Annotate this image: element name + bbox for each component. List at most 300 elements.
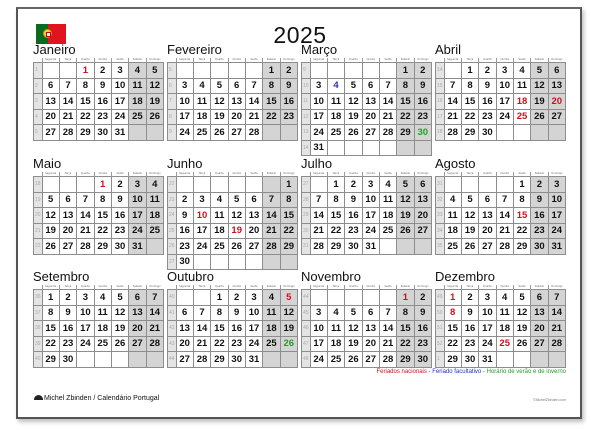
day-cell-national-holiday: 1 [397,290,414,306]
day-cell: 20 [362,109,379,125]
weekday-header: Terça [327,58,344,63]
week-number: 3 [34,94,43,110]
week-row [302,223,432,239]
day-cell: 20 [59,223,76,239]
month-title: Novembro [301,269,361,284]
weekday-header: Domingo [548,58,565,63]
week-row [34,336,164,352]
empty-cell [362,290,379,306]
week-row [436,223,566,239]
empty-cell [42,177,59,193]
day-cell: 10 [129,192,146,208]
day-cell: 30 [479,125,496,141]
week-row [302,125,432,141]
day-cell: 9 [280,78,297,94]
empty-cell [59,177,76,193]
week-number: 52 [436,336,445,352]
month-janeiro [33,43,164,141]
weekday-header: Sábado [263,58,280,63]
day-cell: 20 [362,336,379,352]
month-title: Fevereiro [167,42,222,57]
week-number: 26 [168,239,177,255]
weekday-header: Segunda [42,58,59,63]
day-cell: 28 [245,125,262,141]
weekday-header: Quinta [94,285,111,290]
month-table [167,285,298,368]
weekday-header: Quarta [77,172,94,177]
day-cell: 8 [211,305,228,321]
day-cell: 19 [531,94,548,110]
day-cell: 26 [211,125,228,141]
day-cell: 29 [42,352,59,368]
day-cell: 14 [379,321,396,337]
day-cell: 22 [94,223,111,239]
day-cell: 3 [496,63,513,79]
empty-cell [379,140,396,156]
empty-cell [513,352,530,368]
day-cell: 16 [531,208,548,224]
day-cell: 19 [280,321,297,337]
day-cell: 2 [345,177,362,193]
weekday-header: Terça [59,285,76,290]
empty-cell [193,63,210,79]
day-cell: 15 [94,208,111,224]
day-cell: 17 [362,208,379,224]
weekday-header: Segunda [42,172,59,177]
weekday-header: Quarta [479,285,496,290]
weekday-header: Quinta [94,172,111,177]
day-cell: 27 [414,223,431,239]
day-cell: 13 [59,208,76,224]
day-cell: 15 [444,321,461,337]
day-cell: 8 [280,192,297,208]
month-table [435,58,566,141]
week-number: 20 [34,208,43,224]
day-cell: 19 [146,94,163,110]
day-cell: 17 [111,94,128,110]
week-row [302,321,432,337]
day-cell: 4 [379,177,396,193]
day-cell: 1 [280,177,297,193]
week-number: 43 [168,336,177,352]
week-number: 28 [302,192,311,208]
day-cell: 29 [327,239,344,255]
empty-cell [146,352,163,368]
day-cell: 7 [379,78,396,94]
week-number: 24 [168,208,177,224]
week-number: 40 [168,290,177,306]
footer-credit [34,395,159,402]
weekday-header: Segunda [310,285,327,290]
day-cell: 6 [59,192,76,208]
weekday-header: Terça [59,172,76,177]
day-cell: 9 [531,192,548,208]
day-cell: 4 [263,290,280,306]
empty-cell [176,63,193,79]
week-number: 9 [168,125,177,141]
day-cell: 13 [548,78,565,94]
weekday-header: Sexta [111,172,128,177]
day-cell: 28 [310,239,327,255]
week-number: 39 [34,336,43,352]
week-row [302,109,432,125]
weekday-header: Domingo [548,172,565,177]
month-setembro [33,270,164,368]
weekday-header: Sexta [379,285,396,290]
week-number: 42 [168,321,177,337]
day-cell: 26 [345,352,362,368]
empty-cell [310,177,327,193]
day-cell: 16 [280,94,297,110]
week-number: 27 [168,254,177,270]
day-cell: 3 [193,192,210,208]
day-cell: 8 [263,78,280,94]
week-number: 47 [302,336,311,352]
day-cell: 31 [245,352,262,368]
day-cell: 3 [548,177,565,193]
month-maio [33,157,164,255]
day-cell: 29 [461,125,478,141]
week-number: 16 [436,94,445,110]
day-cell: 26 [345,125,362,141]
day-cell-national-holiday: 25 [496,336,513,352]
week-number: 44 [302,290,311,306]
week-number: 32 [436,192,445,208]
day-cell-national-holiday: 10 [193,208,210,224]
day-cell: 6 [362,305,379,321]
day-cell: 8 [42,305,59,321]
day-cell: 8 [397,305,414,321]
weekday-header: Segunda [176,172,193,177]
day-cell: 21 [263,223,280,239]
legend-optional-holiday: Feriado facultativo [432,369,482,375]
day-cell: 15 [77,94,94,110]
day-cell: 31 [129,239,146,255]
week-row [436,336,566,352]
day-cell: 27 [228,125,245,141]
day-cell: 1 [461,63,478,79]
day-cell: 4 [444,192,461,208]
weekday-header: Sexta [513,58,530,63]
day-cell: 9 [111,192,128,208]
day-cell: 30 [345,239,362,255]
week-number: 22 [168,177,177,193]
week-number: 31 [436,177,445,193]
week-row [34,239,164,255]
empty-cell [280,254,297,270]
day-cell: 30 [228,352,245,368]
day-cell: 12 [461,208,478,224]
day-cell: 14 [496,208,513,224]
week-number: 13 [302,125,311,141]
week-number: 23 [168,192,177,208]
day-cell: 12 [513,305,530,321]
day-cell: 27 [479,239,496,255]
month-agosto [435,157,566,255]
day-cell: 3 [176,78,193,94]
weekday-header: Sexta [111,285,128,290]
day-cell: 1 [513,177,530,193]
week-row [436,63,566,79]
week-number: 12 [302,109,311,125]
day-cell: 13 [245,208,262,224]
empty-cell [245,254,262,270]
empty-cell [42,63,59,79]
day-cell: 25 [327,125,344,141]
week-number: 22 [34,239,43,255]
day-cell: 5 [146,63,163,79]
day-cell: 17 [193,223,210,239]
day-cell: 5 [111,290,128,306]
day-cell: 17 [496,94,513,110]
week-number: 45 [302,305,311,321]
day-cell: 14 [548,305,565,321]
week-row [302,177,432,193]
weekday-header: Quinta [362,172,379,177]
empty-cell [129,125,146,141]
day-cell-national-holiday: 1 [94,177,111,193]
week-row [302,63,432,79]
day-cell: 2 [111,177,128,193]
week-row [302,208,432,224]
day-cell: 22 [280,223,297,239]
day-cell: 11 [263,305,280,321]
week-number: 14 [436,63,445,79]
day-cell: 27 [362,125,379,141]
month-novembro [301,270,432,368]
weekday-header: Terça [193,285,210,290]
week-row [34,352,164,368]
empty-cell [444,177,461,193]
day-cell: 24 [479,336,496,352]
day-cell: 8 [94,192,111,208]
day-cell: 28 [379,125,396,141]
day-cell: 4 [513,63,530,79]
weekday-header: Sexta [245,285,262,290]
day-cell: 21 [245,109,262,125]
day-cell: 24 [77,336,94,352]
day-cell: 14 [146,305,163,321]
legend: Feriados nacionais - Feriado facultativo - Horário de verão e de inverno [376,369,566,375]
day-cell: 3 [362,177,379,193]
day-cell: 6 [548,63,565,79]
day-cell: 22 [513,223,530,239]
empty-cell [414,239,431,255]
month-março [301,43,432,156]
weekday-header: Sábado [129,285,146,290]
week-number: 5 [168,63,177,79]
day-cell: 21 [193,336,210,352]
day-cell: 7 [379,305,396,321]
day-cell: 16 [111,208,128,224]
empty-cell [211,254,228,270]
day-cell: 17 [310,109,327,125]
week-row [168,192,298,208]
week-number: 36 [34,290,43,306]
day-cell: 24 [129,223,146,239]
day-cell: 18 [444,223,461,239]
day-cell: 4 [129,63,146,79]
day-cell: 9 [59,305,76,321]
day-cell: 6 [531,290,548,306]
week-number: 25 [168,223,177,239]
day-cell: 22 [327,223,344,239]
month-title: Julho [301,156,333,171]
day-cell: 16 [461,321,478,337]
weekday-header: Domingo [280,285,297,290]
day-cell: 5 [531,63,548,79]
month-title: Dezembro [435,269,495,284]
day-cell: 2 [228,290,245,306]
day-cell: 4 [496,290,513,306]
week-number: 44 [168,352,177,368]
day-cell: 2 [176,192,193,208]
day-cell: 2 [59,290,76,306]
day-cell: 1 [42,290,59,306]
day-cell: 22 [444,336,461,352]
day-cell: 28 [263,239,280,255]
day-cell: 5 [345,78,362,94]
week-number: 21 [34,223,43,239]
week-number: 9 [302,63,311,79]
week-number: 2 [34,78,43,94]
month-title: Março [301,42,338,57]
weekday-header: Segunda [444,285,461,290]
day-cell: 15 [461,94,478,110]
day-cell: 7 [263,192,280,208]
day-cell: 12 [146,78,163,94]
week-row [436,109,566,125]
day-cell: 22 [397,109,414,125]
day-cell: 27 [42,125,59,141]
day-cell: 26 [461,239,478,255]
day-cell: 2 [414,63,431,79]
day-cell-national-holiday: 15 [513,208,530,224]
day-cell-dst-change: 30 [414,125,431,141]
day-cell: 7 [77,192,94,208]
day-cell: 25 [263,336,280,352]
day-cell: 9 [414,78,431,94]
day-cell: 8 [513,192,530,208]
week-row [34,208,164,224]
day-cell: 14 [379,94,396,110]
week-number: 46 [302,321,311,337]
week-row [302,94,432,110]
empty-cell [280,352,297,368]
day-cell: 25 [444,239,461,255]
day-cell-national-holiday: 19 [228,223,245,239]
weekday-header: Terça [461,172,478,177]
week-row [168,254,298,270]
day-cell: 17 [176,109,193,125]
day-cell: 13 [42,94,59,110]
day-cell: 30 [414,352,431,368]
weekday-header: Quinta [228,172,245,177]
month-title: Junho [167,156,203,171]
week-row [436,239,566,255]
day-cell: 19 [42,223,59,239]
day-cell: 23 [94,109,111,125]
week-row [168,208,298,224]
week-row [302,336,432,352]
day-cell: 13 [176,321,193,337]
empty-cell [461,177,478,193]
day-cell: 6 [414,177,431,193]
day-cell: 23 [59,336,76,352]
day-cell: 23 [414,336,431,352]
week-row [34,177,164,193]
weekday-header: Quarta [211,58,228,63]
day-cell: 8 [461,78,478,94]
week-number: 5 [34,125,43,141]
day-cell: 29 [77,125,94,141]
weekday-header: Domingo [414,172,431,177]
weekday-header: Quarta [345,172,362,177]
empty-cell [531,352,548,368]
day-cell: 13 [228,94,245,110]
day-cell: 6 [362,78,379,94]
day-cell: 5 [345,305,362,321]
day-cell: 26 [146,109,163,125]
day-cell: 21 [77,223,94,239]
day-cell: 15 [397,321,414,337]
week-number: 34 [436,223,445,239]
weekday-header: Quarta [345,285,362,290]
week-row [168,109,298,125]
day-cell: 23 [228,336,245,352]
day-cell-optional-holiday: 4 [327,78,344,94]
week-row [436,321,566,337]
day-cell: 21 [379,336,396,352]
day-cell: 27 [548,109,565,125]
day-cell: 2 [479,63,496,79]
day-cell: 6 [479,192,496,208]
day-cell: 19 [513,321,530,337]
day-cell: 4 [146,177,163,193]
day-cell: 28 [379,352,396,368]
day-cell: 16 [59,321,76,337]
month-table [33,285,164,368]
day-cell: 16 [176,223,193,239]
month-title: Outubro [167,269,214,284]
day-cell: 20 [228,109,245,125]
week-row [168,321,298,337]
day-cell: 8 [397,78,414,94]
weekday-header: Sexta [245,172,262,177]
day-cell: 17 [310,336,327,352]
weekday-header: Sexta [379,58,396,63]
day-cell: 20 [129,321,146,337]
day-cell: 16 [94,94,111,110]
legend-national-holidays: Feriados nacionais [376,369,427,375]
day-cell: 24 [193,239,210,255]
month-table [301,285,432,368]
day-cell: 23 [176,239,193,255]
week-number: 38 [34,321,43,337]
author-logo-icon [34,395,43,400]
day-cell: 9 [414,305,431,321]
day-cell: 7 [548,290,565,306]
day-cell: 11 [513,78,530,94]
week-number: 1 [436,352,445,368]
day-cell: 28 [59,125,76,141]
day-cell: 11 [327,321,344,337]
day-cell: 15 [397,94,414,110]
day-cell: 6 [228,78,245,94]
week-number: 29 [302,208,311,224]
day-cell: 3 [111,63,128,79]
day-cell: 22 [263,109,280,125]
